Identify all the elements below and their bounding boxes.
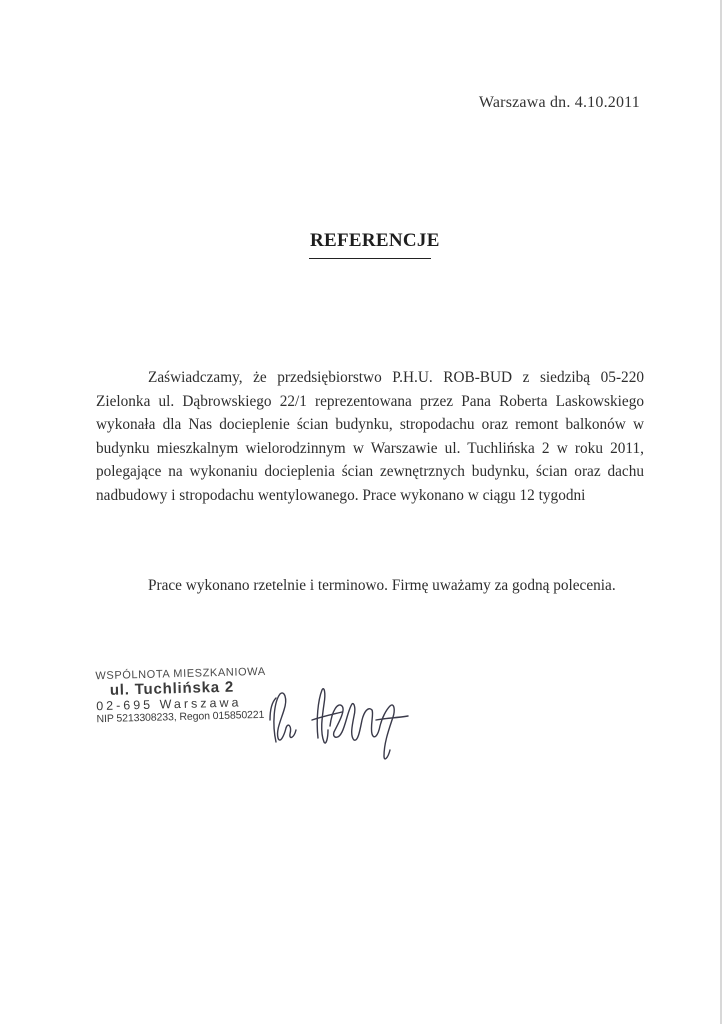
paragraph-2: Prace wykonano rzetelnie i terminowo. Firmę uważamy za godną polecenia. bbox=[148, 577, 616, 594]
document-title: REFERENCJE bbox=[310, 230, 440, 251]
stamp-street: ul. Tuchlińska 2 bbox=[109, 678, 235, 699]
handwritten-signature-icon bbox=[262, 680, 422, 770]
stamp-org-name: WSPÓLNOTA MIESZKANIOWA bbox=[95, 665, 266, 683]
stamp-nip-regon: NIP 5213308233, Regon 015850221 bbox=[96, 708, 265, 726]
organization-stamp bbox=[95, 666, 264, 725]
stamp-postal-city: 02-695 Warszawa bbox=[96, 695, 242, 714]
paragraph-1: Zaświadczamy, że przedsiębiorstwo P.H.U. ROB-BUD z siedzibą 05-220 Zielonka ul. Dąbrowskiego 22/1 reprezentowana przez Pana Roberta Laskowskiego wykonała dla Nas docieplenie ścian budynku, stropodachu oraz remont balkonów w budynku mieszkalnym wielorodzinnym w Warszawie ul. Tuchlińska 2 w roku 2011, polegające na wykonaniu docieplenia ścian zewnętrznych budynku, ścian oraz dachu nadbudowy i stropodachu wentylowanego. Prace wykonano w ciągu 12 tygodni bbox=[96, 369, 644, 504]
place-date: Warszawa dn. 4.10.2011 bbox=[478, 94, 640, 111]
title-underline bbox=[309, 258, 431, 259]
